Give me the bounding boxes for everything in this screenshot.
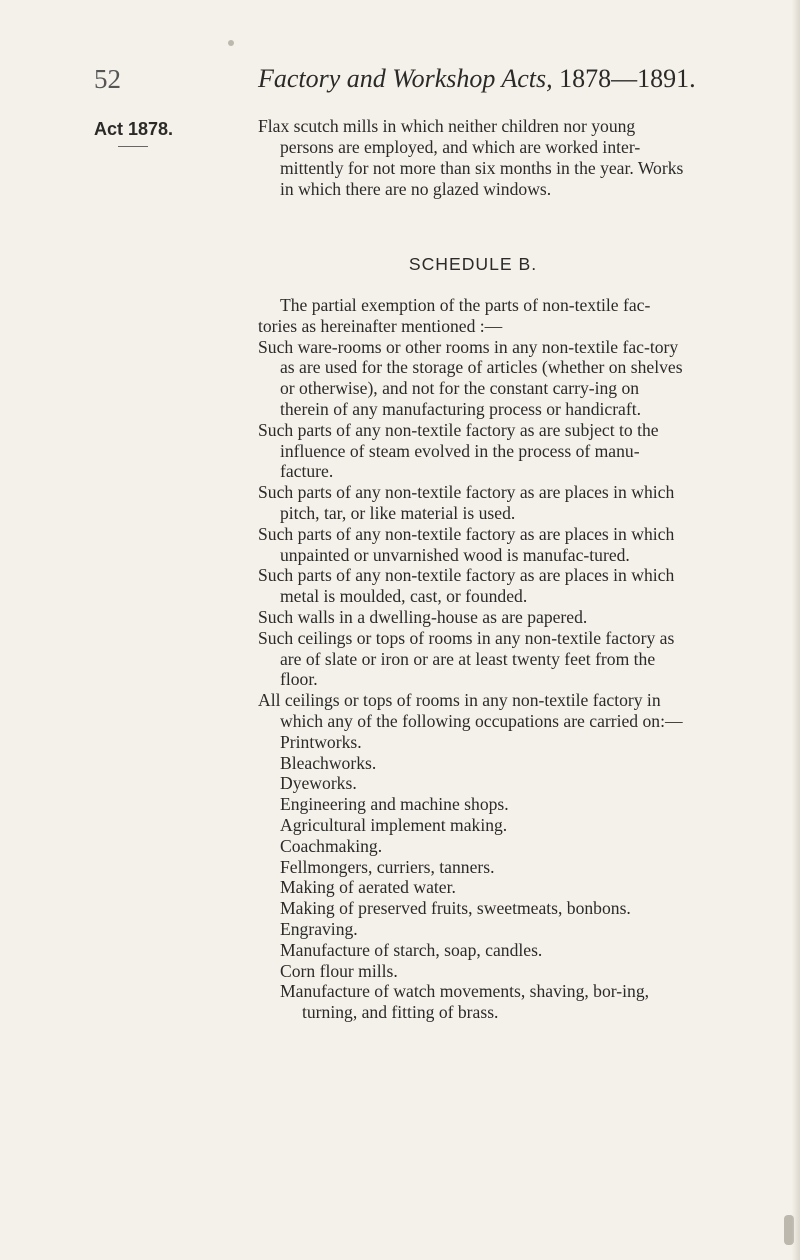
running-title-years: 1878—1891. xyxy=(552,64,696,93)
running-title xyxy=(258,64,696,94)
schedule-item: Such parts of any non-textile factory as are subject to the influence of steam evolved in the process of manu-facture. xyxy=(258,419,659,482)
schedule-item: Such parts of any non-textile factory as are places in which unpainted or unvarnished wood is manufac-tured. xyxy=(258,523,675,565)
occupations-list xyxy=(258,732,688,1023)
schedule-item: All ceilings or tops of rooms in any non-textile factory in which any of the following occupations are carried on:— xyxy=(258,690,683,731)
occupation-item: Corn flour mills. xyxy=(280,960,398,981)
schedule-body xyxy=(258,295,688,1023)
running-title-italic: Factory and Workshop Acts, xyxy=(258,64,553,93)
occupation-item: Engineering and machine shops. xyxy=(280,794,509,815)
schedule-item: Such ware-rooms or other rooms in any non-textile fac-tory as are used for the storage of articles (whether on shelves or otherwise), and not for the constant carry-ing on therein of any manufacturing process or handicraft. xyxy=(258,336,683,419)
occupation-item: Bleachworks. xyxy=(280,752,377,773)
occupation-item: Dyeworks. xyxy=(280,773,357,794)
occupation-item: Coachmaking. xyxy=(280,835,383,856)
occupation-item: Printworks. xyxy=(280,731,362,752)
top-paragraph-block xyxy=(258,116,688,200)
occupation-item: Making of aerated water. xyxy=(280,877,456,898)
margin-note: Act 1878. xyxy=(94,119,174,139)
page-header xyxy=(0,64,800,104)
schedule-item: Such ceilings or tops of rooms in any non-textile factory as are of slate or iron or are at least twenty feet from the floor. xyxy=(258,627,675,690)
occupation-item: Engraving. xyxy=(280,918,358,939)
occupation-item: Manufacture of watch movements, shaving, bor-ing, turning, and fitting of brass. xyxy=(280,981,650,1023)
occupation-item: Making of preserved fruits, sweetmeats, bonbons. xyxy=(280,898,631,919)
schedule-item: Such parts of any non-textile factory as are places in which pitch, tar, or like material is used. xyxy=(258,482,675,523)
margin-rule xyxy=(118,146,148,147)
schedule-item: Such walls in a dwelling-house as are papered. xyxy=(258,606,588,627)
schedule-title: SCHEDULE B. xyxy=(408,254,538,274)
paper-speck xyxy=(228,40,234,46)
top-paragraph: Flax scutch mills in which neither children nor young persons are employed, and which are worked inter-mittently for not more than six months in the year. Works in which there are no glazed windows. xyxy=(258,116,684,199)
occupation-item: Fellmongers, curriers, tanners. xyxy=(280,856,495,877)
schedule-item: Such parts of any non-textile factory as are places in which metal is moulded, cast, or founded. xyxy=(258,565,675,607)
page-edge-shadow xyxy=(792,0,800,1260)
page-number: 52 xyxy=(94,64,121,94)
occupation-item: Agricultural implement making. xyxy=(280,814,508,835)
occupation-item: Manufacture of starch, soap, candles. xyxy=(280,939,543,960)
schedule-intro: The partial exemption of the parts of non-textile fac-tories as hereinafter mentioned :— xyxy=(258,295,651,336)
